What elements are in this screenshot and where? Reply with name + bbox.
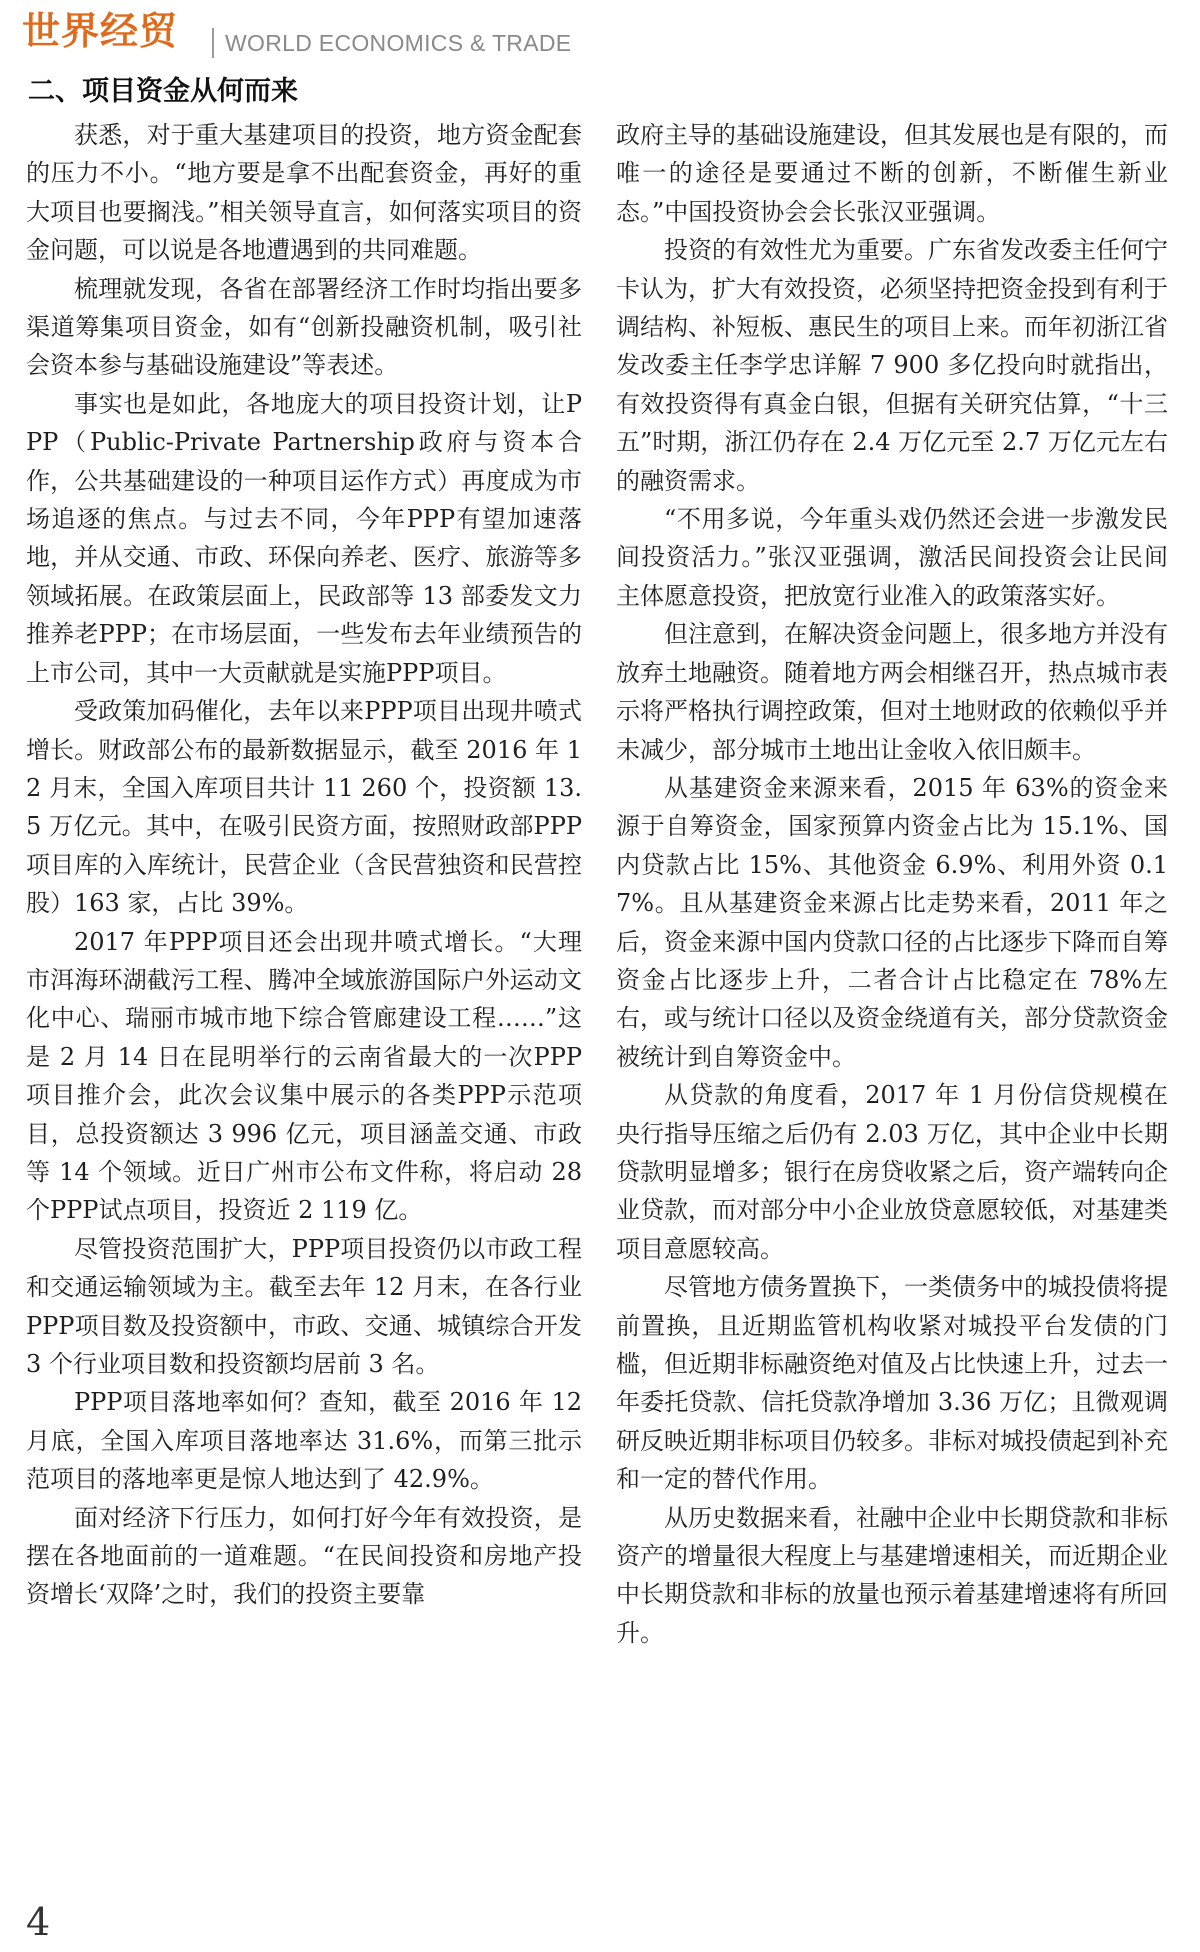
page-number: 4 xyxy=(26,1900,51,1944)
paragraph-continuation: 政府主导的基础设施建设，但其发展也是有限的，而唯一的途径是要通过不断的创新，不断催生新业态。”中国投资协会会长张汉亚强调。 xyxy=(616,121,1168,226)
paragraph: 事实也是如此，各地庞大的项目投资计划，让PPP（Public-Private Partnership政府与资本合作，公共基础建设的一种项目运作方式）再度成为市场追逐的焦点。与过去不同，今年PPP有望加速落地，并从交通、市政、环保向养老、医疗、旅游等多领域拓展。在政策层面上，民政部等 13 部委发文力推养老PPP；在市场层面，一些发布去年业绩预告的上市公司，其中一大贡献就是实施PPP项目。 xyxy=(26,389,582,687)
paragraph: 从贷款的角度看，2017 年 1 月份信贷规模在央行指导压缩之后仍有 2.03 万亿，其中企业中长期贷款明显增多；银行在房贷收紧之后，资产端转向企业贷款，而对部分中小企业放贷意愿较低，对基建类项目意愿较高。 xyxy=(616,1081,1168,1263)
article-column-left xyxy=(26,116,582,1776)
paragraph: 尽管地方债务置换下，一类债务中的城投债将提前置换，且近期监管机构收紧对城投平台发债的门槛，但近期非标融资绝对值及占比快速上升，过去一年委托贷款、信托贷款净增加 3.36 万亿；且微观调研反映近期非标项目仍较多。非标对城投债起到补充和一定的替代作用。 xyxy=(616,1273,1168,1494)
paragraph: PPP项目落地率如何？查知，截至 2016 年 12 月底，全国入库项目落地率达 31.6%，而第三批示范项目的落地率更是惊人地达到了 42.9%。 xyxy=(26,1388,582,1494)
paragraph: 梳理就发现，各省在部署经济工作时均指出要多渠道筹集项目资金，如有“创新投融资机制，吸引社会资本参与基础设施建设”等表述。 xyxy=(26,274,582,380)
magazine-title-en: WORLD ECONOMICS & TRADE xyxy=(225,30,572,56)
paragraph: 从基建资金来源来看，2015 年 63%的资金来源于自筹资金，国家预算内资金占比为 15.1%、国内贷款占比 15%、其他资金 6.9%、利用外资 0.17%。且从基建资金来源占比走势来看，2011 年之后，资金来源中国内贷款口径的占比逐步下降而自筹资金占比逐步上升，二者合计占比稳定在 78%左右，或与统计口径以及资金绕道有关，部分贷款资金被统计到自筹资金中。 xyxy=(616,773,1168,1071)
masthead-divider xyxy=(212,28,214,58)
paragraph: “不用多说，今年重头戏仍然还会进一步激发民间投资活力。”张汉亚强调，激活民间投资会让民间主体愿意投资，把放宽行业准入的政策落实好。 xyxy=(616,505,1168,610)
paragraph: 投资的有效性尤为重要。广东省发改委主任何宁卡认为，扩大有效投资，必须坚持把资金投到有利于调结构、补短板、惠民生的项目上来。而年初浙江省发改委主任李学忠详解 7 900 多亿投向时就指出，有效投资得有真金白银，但据有关研究估算，“十三五”时期，浙江仍存在 2.4 万亿元至 2.7 万亿元左右的融资需求。 xyxy=(616,236,1168,495)
paragraph: 面对经济下行压力，如何打好今年有效投资，是摆在各地面前的一道难题。“在民间投资和房地产投资增长‘双降’之时，我们的投资主要靠 xyxy=(26,1503,582,1609)
paragraph: 尽管投资范围扩大，PPP项目投资仍以市政工程和交通运输领域为主。截至去年 12 月末，在各行业PPP项目数及投资额中，市政、交通、城镇综合开发 3 个行业项目数和投资额均居前 3 名。 xyxy=(26,1234,582,1378)
paragraph: 2017 年PPP项目还会出现井喷式增长。“大理市洱海环湖截污工程、腾冲全域旅游国际户外运动文化中心、瑞丽市城市地下综合管廊建设工程……”这是 2 月 14 日在昆明举行的云南省最大的一次PPP项目推介会，此次会议集中展示的各类PPP示范项目，总投资额达 3 996 亿元，项目涵盖交通、市政等 14 个领域。近日广州市公布文件称，将启动 28 个PPP试点项目，投资近 2 119 亿。 xyxy=(26,927,582,1225)
paragraph: 但注意到，在解决资金问题上，很多地方并没有放弃土地融资。随着地方两会相继召开，热点城市表示将严格执行调控政策，但对土地财政的依赖似乎并未减少，部分城市土地出让金收入依旧颇丰。 xyxy=(616,620,1168,764)
paragraph: 获悉，对于重大基建项目的投资，地方资金配套的压力不小。“地方要是拿不出配套资金，再好的重大项目也要搁浅。”相关领导直言，如何落实项目的资金问题，可以说是各地遭遇到的共同难题。 xyxy=(26,121,582,265)
paragraph: 受政策加码催化，去年以来PPP项目出现井喷式增长。财政部公布的最新数据显示，截至 2016 年 12 月末，全国入库项目共计 11 260 个，投资额 13.5 万亿元。其中，在吸引民资方面，按照财政部PPP项目库的入库统计，民营企业（含民营独资和民营控股）163 家，占比 39%。 xyxy=(26,697,582,918)
magazine-title-cn: 世界经贸 xyxy=(22,9,179,53)
article-column-right xyxy=(616,116,1168,1776)
paragraph: 从历史数据来看，社融中企业中长期贷款和非标资产的增量很大程度上与基建增速相关，而近期企业中长期贷款和非标的放量也预示着基建增速将有所回升。 xyxy=(616,1503,1168,1647)
section-heading: 二、项目资金从何而来 xyxy=(28,76,298,107)
